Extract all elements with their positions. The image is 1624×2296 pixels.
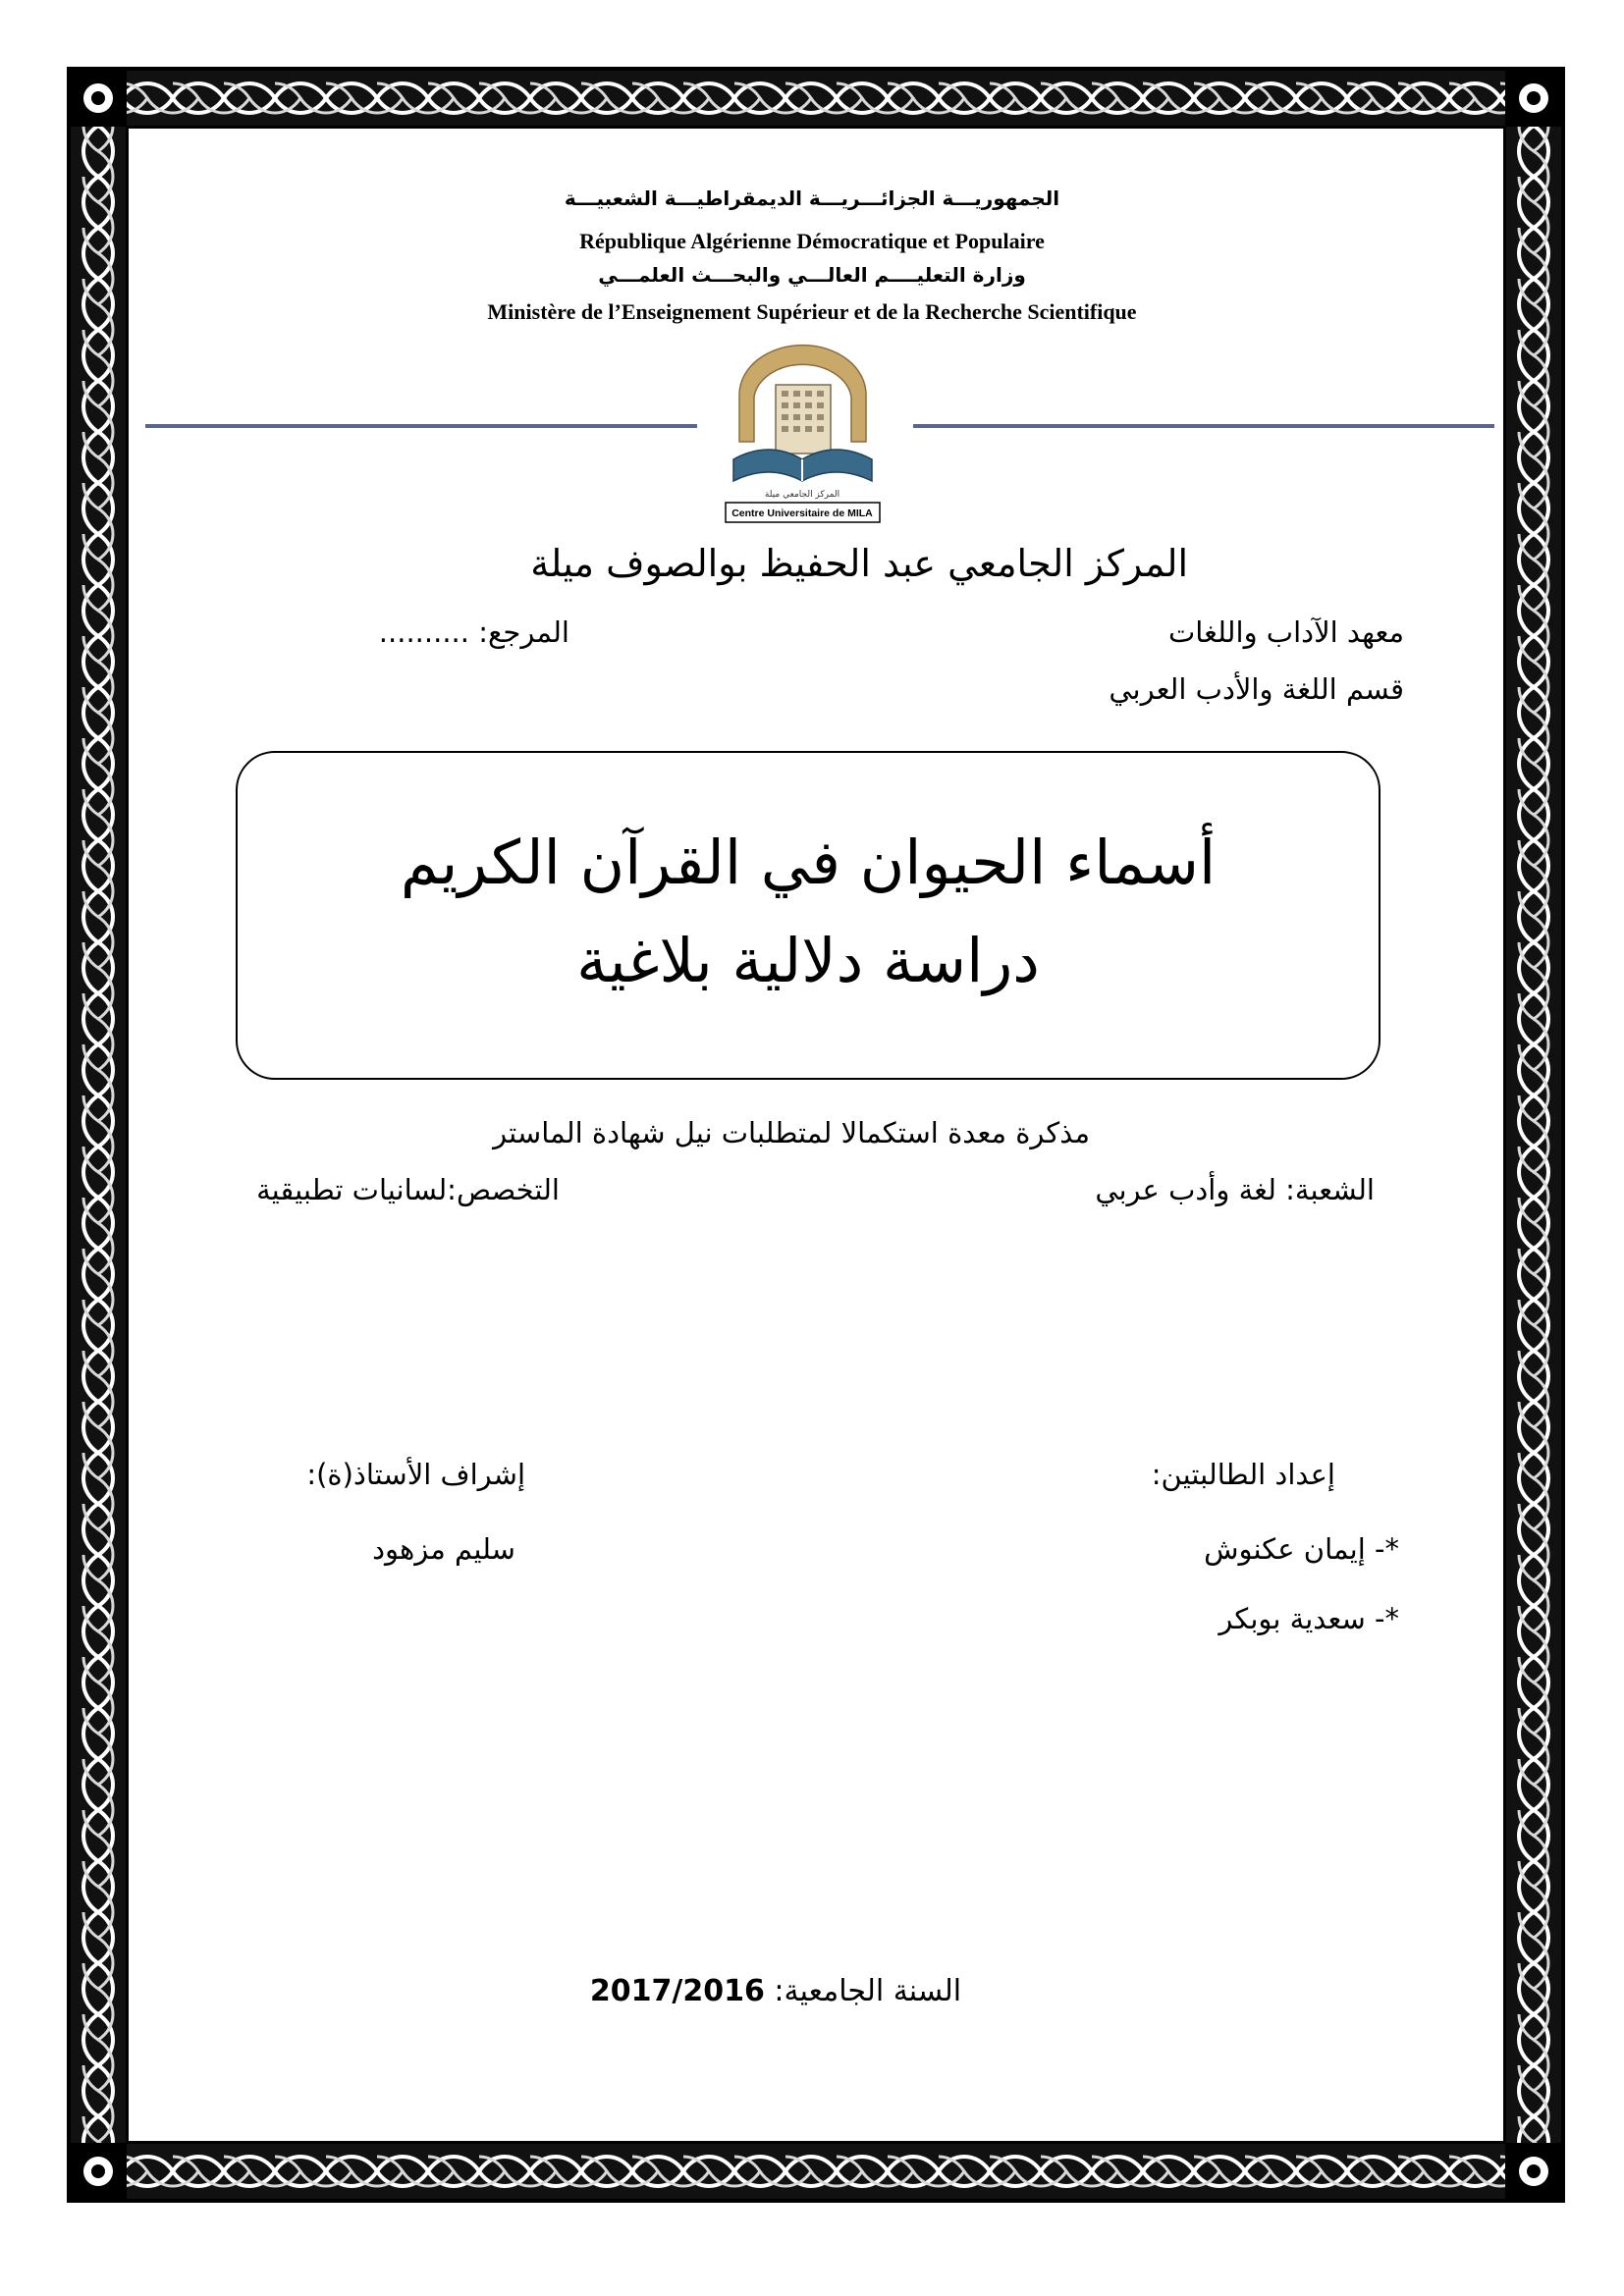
student-name-1: *- إيمان عكنوش [1204, 1532, 1399, 1566]
republic-arabic: الجمهوريـــة الجزائـــريـــة الديمقراطيـــة الشعبيـــة [564, 187, 1060, 210]
center-name: المركز الجامعي عبد الحفيظ بوالصوف ميلة [530, 542, 1188, 585]
corner-ornament-top-left [70, 70, 127, 127]
logo-caption: Centre Universitaire de MILA [731, 507, 873, 519]
students-label: إعداد الطالبتين: [1151, 1458, 1335, 1491]
thesis-title-box [236, 751, 1380, 1080]
thesis-specialty: التخصص:لسانيات تطبيقية [256, 1173, 560, 1206]
supervisor-label: إشراف الأستاذ(ة): [306, 1458, 525, 1491]
ministry-french: Ministère de l’Enseignement Supérieur et de la Recherche Scientifique [487, 299, 1137, 324]
border-band-left [71, 126, 126, 2144]
supervisor-name: سليم مزهود [372, 1532, 515, 1566]
ministry-arabic: وزارة التعليــــم العالـــي والبحـــث العلمـــي [598, 263, 1026, 287]
border-band-right [1506, 126, 1561, 2144]
reference-number: المرجع: .......... [378, 615, 569, 649]
academic-year-label: السنة الجامعية: [774, 1974, 962, 2008]
republic-french: République Algérienne Démocratique et Populaire [579, 229, 1045, 253]
institute-name: معهد الآداب واللغات [1167, 615, 1404, 649]
corner-ornament-bottom-right [1505, 2143, 1562, 2200]
university-logo [722, 334, 884, 525]
corner-ornament-top-right [1505, 70, 1562, 127]
corner-ornament-bottom-left [70, 2143, 127, 2200]
thesis-branch: الشعبة: لغة وأدب عربي [1095, 1173, 1375, 1206]
header-rule-right [913, 424, 1494, 428]
logo-arabic-text: المركز الجامعي ميلة [764, 490, 840, 500]
department-name: قسم اللغة والأدب العربي [1109, 672, 1404, 706]
thesis-title-line-2: دراسة دلالية بلاغية [576, 925, 1040, 996]
student-name-2: *- سعدية بوبكر [1218, 1602, 1399, 1635]
thesis-title-line-1: أسماء الحيوان في القرآن الكريم [400, 827, 1217, 898]
border-band-bottom [71, 2144, 1561, 2199]
border-band-top [71, 71, 1561, 126]
header-rule-left [145, 424, 697, 428]
academic-year [550, 1974, 1001, 2008]
academic-year-value: 2017/2016 [589, 1974, 765, 2008]
thesis-purpose: مذكرة معدة استكمالا لمتطلبات نيل شهادة الماستر [493, 1116, 1090, 1149]
